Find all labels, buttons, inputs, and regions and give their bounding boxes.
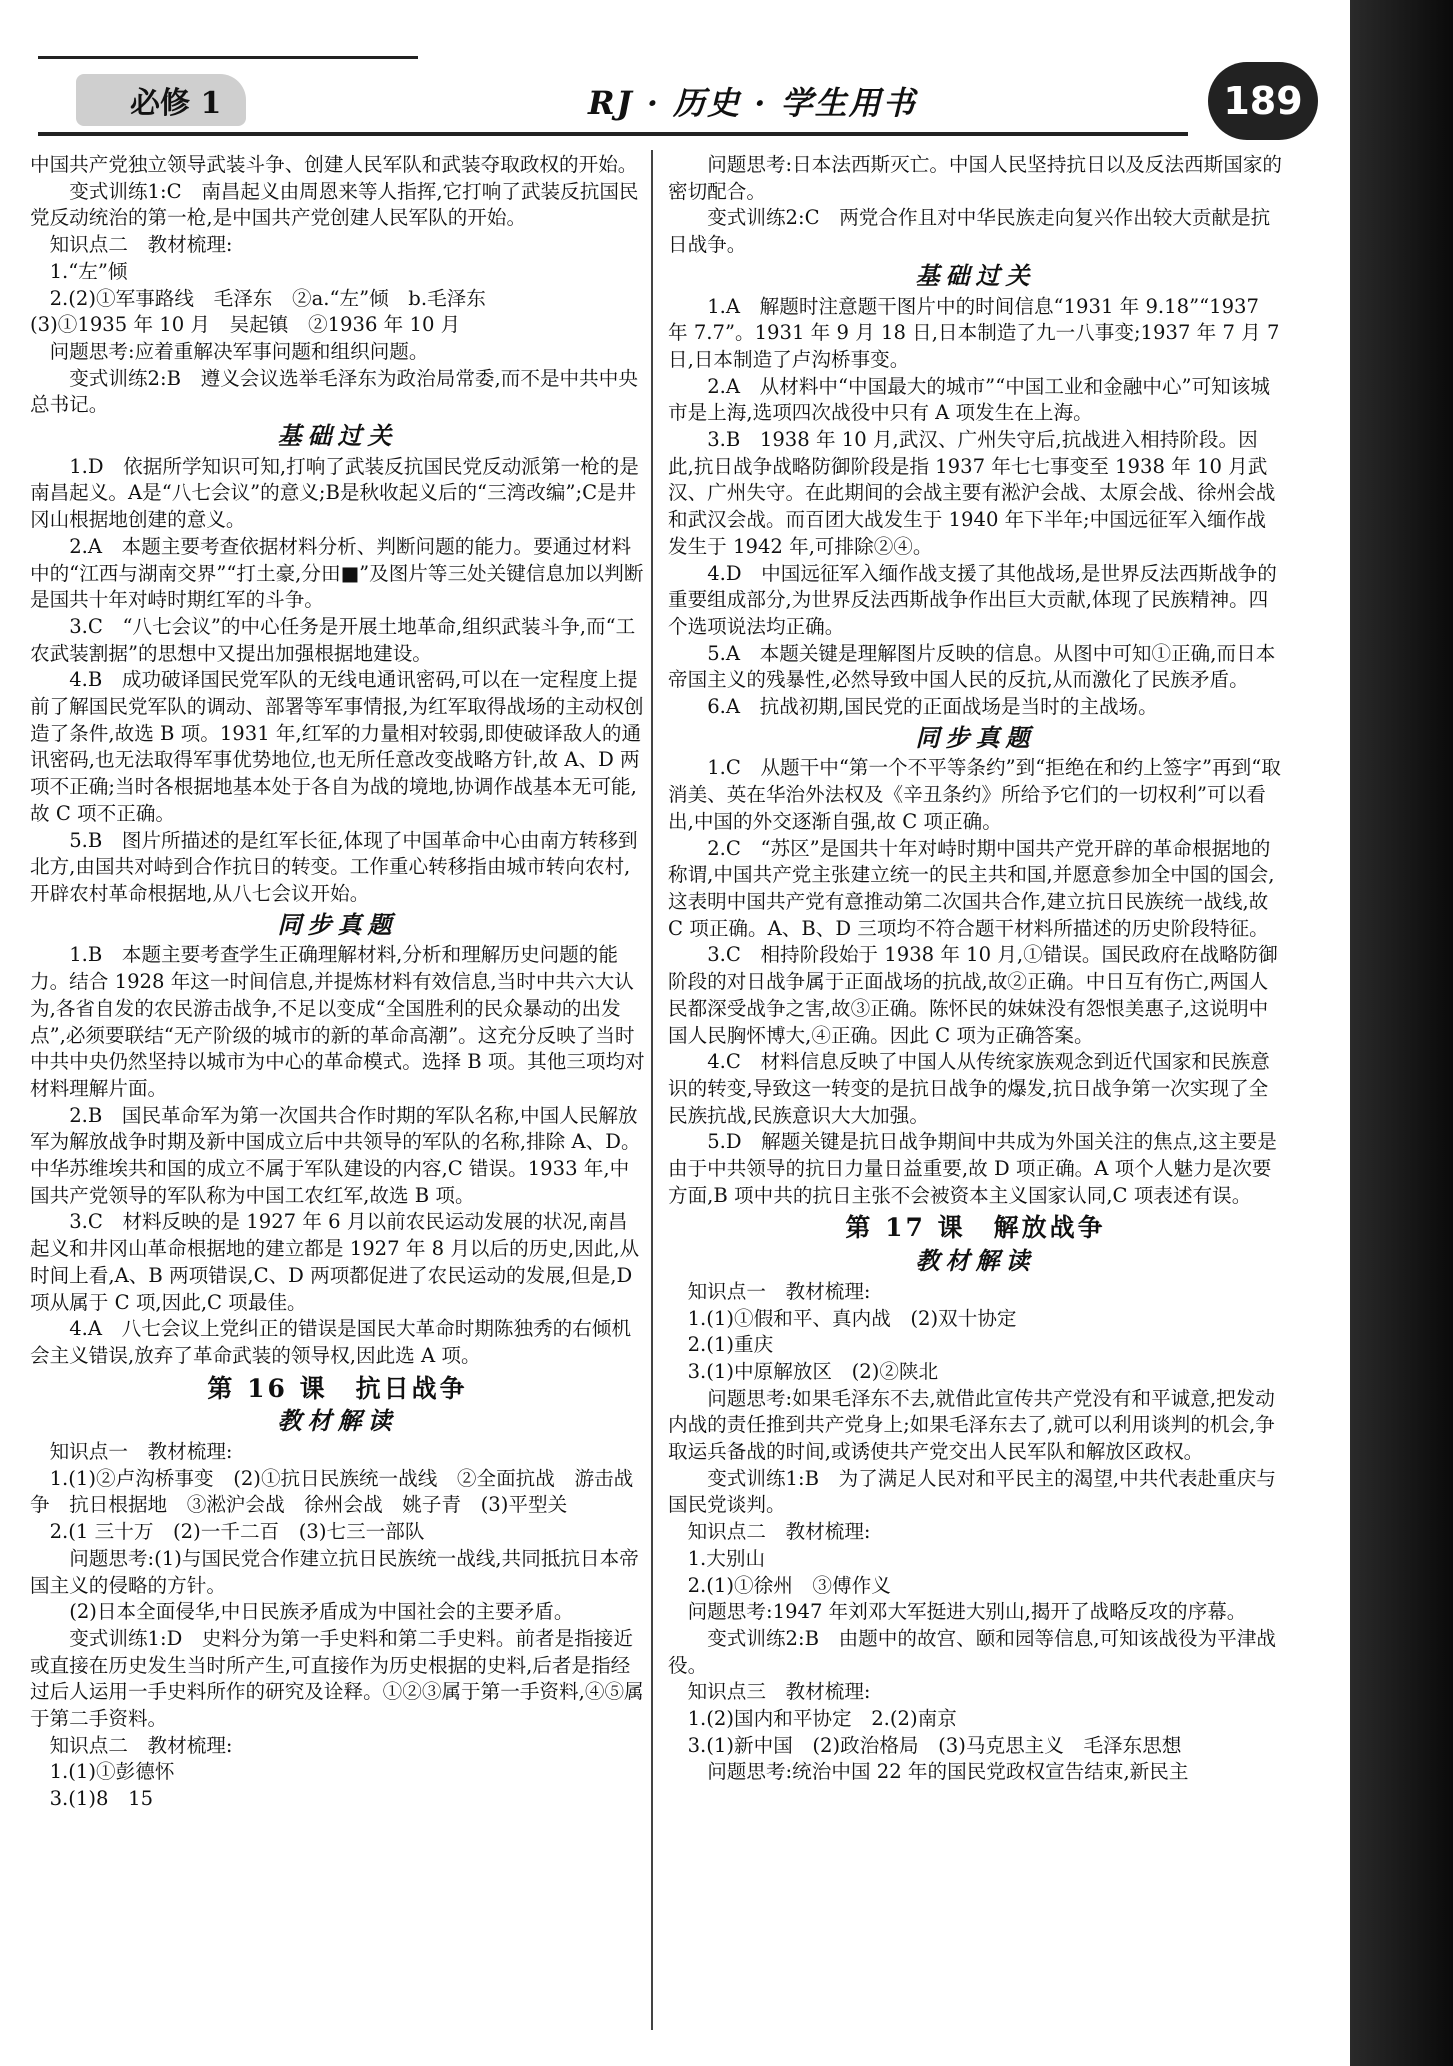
paragraph: 1.C 从题干中“第一个不平等条约”到“拒绝在和约上签字”再到“取消美、英在华治外法权及《辛丑条约》所给予它们的一切权利”可以看出,中国的外交逐渐自强,故 C 项正确。 (668, 756, 1281, 833)
lesson-heading: 第 17 课 解放战争 (845, 1213, 1106, 1243)
paragraph: 3.C “八七会议”的中心任务是开展土地革命,组织武装斗争,而“工农武装割据”的思想中又提出加强根据地建设。 (30, 614, 636, 665)
right-column (668, 152, 1283, 1786)
column-divider (651, 150, 653, 2030)
paragraph: 2.(1)重庆 (687, 1333, 774, 1357)
paragraph: 问题思考:日本法西斯灭亡。中国人民坚持抗日以及反法西斯国家的密切配合。 (668, 153, 1283, 203)
paragraph: 知识点一 教材梳理: (49, 1440, 233, 1464)
paragraph: 变式训练2:C 两党合作且对中华民族走向复兴作出较大贡献是抗日战争。 (668, 206, 1271, 257)
paragraph: 3.(1)8 15 (49, 1787, 154, 1811)
paragraph: 1.(1)①假和平、真内战 (2)双十协定 (687, 1306, 1017, 1330)
paragraph: 变式训练1:B 为了满足人民对和平民主的渴望,中共代表赴重庆与国民党谈判。 (668, 1466, 1276, 1517)
paragraph: 2.(1 三十万 (2)一千二百 (3)七三一部队 (49, 1520, 425, 1544)
paragraph: 知识点三 教材梳理: (687, 1680, 871, 1704)
paragraph: 1.(1)①彭德怀 (49, 1760, 175, 1784)
paragraph: 3.C 相持阶段始于 1938 年 10 月,①错误。国民政府在战略防御阶段的对日战争属于正面战场的抗战,故②正确。中日互有伤亡,两国人民都深受战争之害,故③正确。陈怀民的妹妹没有怨恨美惠子,这说明中国人民胸怀博大,④正确。因此 C 项为正确答案。 (668, 943, 1278, 1047)
paragraph: 1.(2)国内和平协定 2.(2)南京 (687, 1707, 957, 1731)
paragraph: 2.A 从材料中“中国最大的城市”“中国工业和金融中心”可知该城市是上海,选项四次战役中只有 A 项发生在上海。 (668, 374, 1270, 425)
paragraph: 1.D 依据所学知识可知,打响了武装反抗国民党反动派第一枪的是南昌起义。A是“八七会议”的意义;B是秋收起义后的“三湾改编”;C是井冈山根据地创建的意义。 (30, 454, 639, 532)
paragraph: 1.“左”倾 (49, 259, 128, 283)
paragraph: 问题思考:应着重解决军事问题和组织问题。 (49, 339, 429, 363)
paragraph: 4.D 中国远征军入缅作战支援了其他战场,是世界反法西斯战争的重要组成部分,为世界反法西斯战争作出巨大贡献,体现了民族精神。四个选项说法均正确。 (668, 561, 1277, 638)
paragraph: 中国共产党独立领导武装斗争、创建人民军队和武装夺取政权的开始。 (30, 153, 638, 176)
paragraph: 问题思考:统治中国 22 年的国民党政权宣告结束,新民主 (707, 1760, 1189, 1784)
paragraph: 2.C “苏区”是国共十年对峙时期中国共产党开辟的革命根据地的称谓,中国共产党主张建立统一的民主共和国,并愿意参加全中国的国会,这表明中国共产党有意推动第二次国共合作,建立抗日民族统一战线,故 C 项正确。A、B、D 三项均不符合题干材料所描述的历史阶段特征。 (668, 836, 1275, 940)
header-top-rule (38, 56, 418, 59)
paragraph: 6.A 抗战初期,国民党的正面战场是当时的主战场。 (707, 695, 1158, 719)
section-heading: 基础过关 (915, 260, 1036, 290)
running-title: RJ · 历史 · 学生用书 (588, 84, 917, 122)
section-heading: 同步真题 (277, 909, 398, 939)
paragraph: (2)日本全面侵华,中日民族矛盾成为中国社会的主要矛盾。 (69, 1600, 574, 1624)
paragraph: 问题思考:1947 年刘邓大军挺进大别山,揭开了战略反攻的序幕。 (687, 1600, 1247, 1624)
section-heading: 教材解读 (277, 1406, 398, 1436)
paragraph: (3)①1935 年 10 月 吴起镇 ②1936 年 10 月 (30, 313, 461, 337)
paragraph: 4.B 成功破译国民党军队的无线电通讯密码,可以在一定程度上提前了解国民党军队的调动、部署等军事情报,为红军取得战场的主动权创造了条件,故选 B 项。1931 年,红军的力量相对较弱,即使破译敌人的通讯密码,也无法取得军事优势地位,也无所任意改变战略方针,故 A、D 两项不正确;当时各根据地基本处于各自为战的境地,协调作战基本无可能,故 C 项不正确。 (30, 668, 644, 825)
paragraph: 知识点一 教材梳理: (687, 1279, 871, 1303)
paragraph: 1.A 解题时注意题干图片中的时间信息“1931 年 9.18”“1937 年 7.7”。1931 年 9 月 18 日,日本制造了九一八事变;1937 年 7 月 7 日,日本制造了卢沟桥事变。 (668, 294, 1280, 371)
paragraph: 变式训练2:B 遵义会议选举毛泽东为政治局常委,而不是中共中央总书记。 (30, 366, 638, 417)
section-heading: 同步真题 (915, 722, 1036, 752)
paragraph: 2.A 本题主要考查依据材料分析、判断问题的能力。要通过材料中的“江西与湖南交界”“打土豪,分田■”及图片等三处关键信息加以判断是国共十年对峙时期红军的斗争。 (30, 534, 644, 612)
paragraph: 变式训练1:D 史料分为第一手史料和第二手史料。前者是指接近或直接在历史发生当时所产生,可直接作为历史根据的史料,后者是指经过后人运用一手史料所作的研究及诠释。①②③属于第一手资料,④⑤属于第二手资料。 (30, 1626, 644, 1731)
section-heading: 教材解读 (915, 1246, 1036, 1276)
paragraph: 3.B 1938 年 10 月,武汉、广州失守后,抗战进入相持阶段。因此,抗日战争战略防御阶段是指 1937 年七七事变至 1938 年 10 月武汉、广州失守。在此期间的会战主要有淞沪会战、太原会战、徐州会战和武汉会战。而百团大战发生于 1940 年下半年;中国远征军入缅作战发生于 1942 年,可排除②④。 (668, 428, 1276, 558)
paragraph: 2.B 国民革命军为第一次国共合作时期的军队名称,中国人民解放军为解放战争时期及新中国成立后中共领导的军队的名称,排除 A、D。中华苏维埃共和国的成立不属于军队建设的内容,C 错误。1933 年,中国共产党领导的军队称为中国工农红军,故选 B 项。 (30, 1103, 641, 1207)
header-bottom-rule (38, 132, 1188, 136)
paragraph: 5.D 解题关键是抗日战争期间中共成为外国关注的焦点,这主要是由于中共领导的抗日力量日益重要,故 D 项正确。A 项个人魅力是次要方面,B 项中共的抗日主张不会被资本主义国家认同,C 项表述有误。 (668, 1130, 1277, 1207)
volume-tab: 必修 1 (76, 74, 246, 126)
paragraph: 知识点二 教材梳理: (687, 1520, 871, 1544)
paragraph: 4.C 材料信息反映了中国人从传统家族观念到近代国家和民族意识的转变,导致这一转变的是抗日战争的爆发,抗日战争第一次实现了全民族抗战,民族意识大大加强。 (668, 1050, 1270, 1127)
paragraph: 知识点二 教材梳理: (49, 1733, 233, 1757)
paragraph: 3.(1)新中国 (2)政治格局 (3)马克思主义 毛泽东思想 (687, 1733, 1182, 1757)
paragraph: 变式训练2:B 由题中的故宫、颐和园等信息,可知该战役为平津战役。 (668, 1626, 1276, 1677)
paragraph: 3.C 材料反映的是 1927 年 6 月以前农民运动发展的状况,南昌起义和井冈山革命根据地的建立都是 1927 年 8 月以后的历史,因此,从时间上看,A、B 两项错误,C、D 两项都促进了农民运动的发展,但是,D 项从属于 C 项,因此,C 项最佳。 (30, 1210, 640, 1314)
section-heading: 基础过关 (277, 421, 398, 451)
paragraph: 1.大别山 (687, 1546, 766, 1570)
paragraph: 知识点二 教材梳理: (49, 233, 233, 257)
paragraph: 1.B 本题主要考查学生正确理解材料,分析和理解历史问题的能力。结合 1928 年这一时间信息,并提炼材料有效信息,当时中共六大认为,各省自发的农民游击战争,不足以变成“全国胜利的民众暴动的出发点”,必须要联结“无产阶级的城市的新的革命高潮”。这充分反映了当时中共中央仍然坚持以城市为中心的革命模式。选择 B 项。其他三项均对材料理解片面。 (30, 943, 645, 1100)
paragraph: 问题思考:(1)与国民党合作建立抗日民族统一战线,共同抵抗日本帝国主义的侵略的方针。 (30, 1546, 639, 1597)
paragraph: 变式训练1:C 南昌起义由周恩来等人指挥,它打响了武装反抗国民党反动统治的第一枪,是中国共产党创建人民军队的开始。 (30, 179, 639, 230)
page-edge-shadow (1350, 0, 1453, 2066)
paragraph: 问题思考:如果毛泽东不去,就借此宣传共产党没有和平诚意,把发动内战的责任推到共产党身上;如果毛泽东去了,就可以利用谈判的机会,争取运兵备战的时间,或诱使共产党交出人民军队和解放区政权。 (668, 1386, 1275, 1464)
paragraph: 5.A 本题关键是理解图片反映的信息。从图中可知①正确,而日本帝国主义的残暴性,必然导致中国人民的反抗,从而激化了民族矛盾。 (668, 641, 1276, 692)
left-column (30, 152, 645, 1813)
paragraph: 2.(1)①徐州 ③傅作义 (687, 1573, 891, 1597)
paragraph: 2.(2)①军事路线 毛泽东 ②a.“左”倾 b.毛泽东 (49, 286, 486, 310)
page-header (28, 44, 1338, 144)
page-number: 189 (1208, 62, 1318, 140)
paragraph: 4.A 八七会议上党纠正的错误是国民大革命时期陈独秀的右倾机会主义错误,放弃了革命武装的领导权,因此选 A 项。 (30, 1317, 632, 1367)
paragraph: 3.(1)中原解放区 (2)②陕北 (687, 1359, 939, 1383)
paragraph: 1.(1)②卢沟桥事变 (2)①抗日民族统一战线 ②全面抗战 游击战争 抗日根据地 ③淞沪会战 徐州会战 姚子青 (3)平型关 (30, 1466, 634, 1517)
lesson-heading: 第 16 课 抗日战争 (207, 1373, 468, 1403)
paragraph: 5.B 图片所描述的是红军长征,体现了中国革命中心由南方转移到北方,由国共对峙到合作抗日的转变。工作重心转移指由城市转向农村,开辟农村革命根据地,从八七会议开始。 (30, 828, 638, 905)
